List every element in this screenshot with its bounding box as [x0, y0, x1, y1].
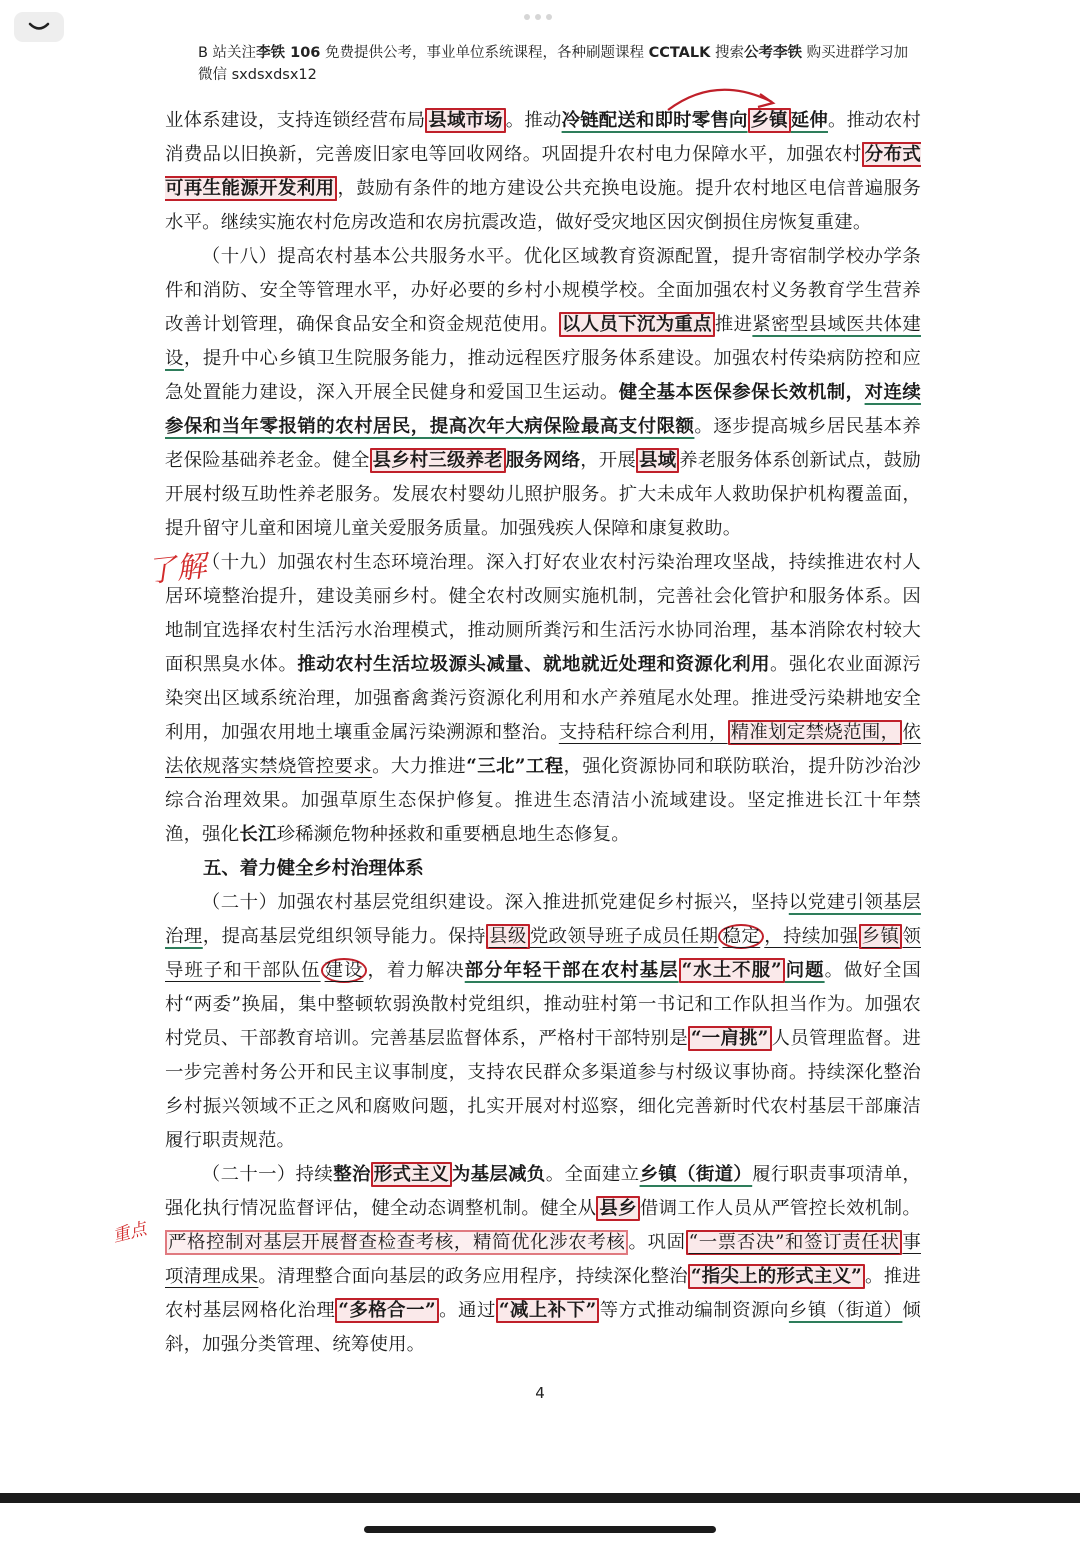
paragraph-21-burden-reduction: （二十一）持续整治 形式主义 为基层减负。全面建立乡镇（街道）履行职责事项清单，强化执行情况监督评估，健全动态调整机制。健全从 县乡 借调工作人员从严管控长效机制。严格控制对基层开展督查检查考核，精简优化涉农考核 。巩固 “一票否决”和签订责任状 事项清理成果。清理整合面向基层的政务应用程序，持续深化整治 “指尖上的形式主义” 。推进农村基层网格化治理 “多格合一” 。通过 “减上补下” 等方式推动编制资源向乡镇（街道）倾斜，加强分类管理、统筹使用。 — [165, 1164, 921, 1355]
highlight-box: 以人员下沉为重点 — [559, 312, 715, 337]
section-heading-governance: 五、着力健全乡村治理体系 — [203, 858, 424, 879]
paragraph-19-ecology: （十九）加强农村生态环境治理。深入打好农业农村污染治理攻坚战，持续推进农村人居环境整治提升，建设美丽乡村。健全农村改厕实施机制，完善社会化管护和服务体系。因地制宜选择农村生活污水治理模式，推动厕所粪污和生活污水协同治理，基本消除农村较大面积黑臭水体。推动农村生活垃圾源头减量、就地就近处理和资源化利用。强化农业面源污染突出区域系统治理，加强畜禽粪污资源化利用和水产养殖尾水处理。推进受污染耕地安全利用，加强农用地土壤重金属污染溯源和整治。支持秸秆综合利用， 精准划定禁烧范围， 依法依规落实禁烧管控要求。大力推进“三北”工程，强化资源协同和联防联治，提升防沙治沙综合治理效果。加强草原生态保护修复。推进生态清洁小流域建设。坚定推进长江十年禁渔，强化长江珍稀濒危物种拯救和重要栖息地生态修复。 — [165, 552, 921, 845]
highlight-box: “指尖上的形式主义” — [688, 1264, 865, 1289]
highlight-circle: 建设 — [321, 958, 368, 983]
highlight-box: 精准划定禁烧范围， — [728, 720, 903, 745]
highlight-box: “一票否决”和签订责任状 — [686, 1230, 903, 1255]
home-indicator[interactable] — [364, 1526, 716, 1533]
highlight-box: 县域 — [636, 448, 679, 473]
highlight-circle: 稳定 — [718, 924, 764, 949]
header-note: B 站关注李铁 106 免费提供公考，事业单位系统课程，各种刷题课程 CCTALK 搜索公考李铁 购买进群学习加微信 sxdsxdsx12 — [198, 45, 909, 83]
highlight-box: 县级 — [486, 924, 530, 949]
highlight-box: 乡镇 — [859, 924, 903, 949]
highlight-box: 县乡 — [596, 1196, 640, 1221]
page-edge-divider — [0, 1493, 1080, 1503]
page-number: 4 — [535, 1384, 545, 1402]
highlight-box: 形式主义 — [371, 1162, 452, 1187]
paragraph-rural-commerce: 业体系建设，支持连锁经营布局 县域市场 。推动冷链配送和即时零售向 乡镇 延伸。推动农村消费品以旧换新，完善废旧家电等回收网络。巩固提升农村电力保障水平，加强农村 分布式可再生能源开发利用 ，鼓励有条件的地方建设公共充换电设施。提升农村地区电信普遍服务水平。继续实施农村危房改造和农房抗震改造，做好受灾地区因灾倒损住房恢复重建。 — [165, 110, 921, 233]
paragraph-18-public-services: （十八）提高农村基本公共服务水平。优化区域教育资源配置，提升寄宿制学校办学条件和消防、安全等管理水平，办好必要的乡村小规模学校。全面加强农村义务教育学生营养改善计划管理，确保食品安全和资金规范使用。 以人员下沉为重点 推进紧密型县域医共体建设，提升中心乡镇卫生院服务能力，推动远程医疗服务体系建设。加强农村传染病防控和应急处置能力建设，深入开展全民健身和爱国卫生运动。健全基本医保参保长效机制，对连续参保和当年零报销的农村居民，提高次年大病保险最高支付限额。逐步提高城乡居民基本养老保险基础养老金。健全 县乡村三级养老 服务网络，开展 县域 养老服务体系创新试点，鼓励开展村级互助性养老服务。发展农村婴幼儿照护服务。扩大未成年人救助保护机构覆盖面，提升留守儿童和困境儿童关爱服务质量。加强残疾人保障和康复救助。 — [165, 246, 921, 539]
highlight-box: “多格合一” — [335, 1298, 439, 1323]
highlight-box: “水土不服” — [679, 958, 785, 983]
highlight-box-light: 严格控制对基层开展督查检查考核，精简优化涉农考核 — [165, 1230, 628, 1255]
highlight-box: 县乡村三级养老 — [370, 448, 506, 473]
highlight-box: “一肩挑” — [688, 1026, 772, 1051]
highlight-box: 县域市场 — [425, 108, 505, 133]
bottom-bar — [0, 1493, 1080, 1546]
highlight-box: 乡镇 — [748, 108, 791, 133]
handwritten-note-zhongdian: 重点 — [110, 1219, 149, 1247]
handwritten-note-liaojie: 了解 — [144, 548, 209, 591]
highlight-box: “减上补下” — [496, 1298, 600, 1323]
document-body — [165, 104, 921, 1362]
page-indicator-dots — [524, 14, 552, 20]
highlight-box: 分布式可再生能源开发利用 — [165, 144, 921, 199]
paragraph-20-party-building: （二十）加强农村基层党组织建设。深入推进抓党建促乡村振兴，坚持以党建引领基层治理，提高基层党组织领导能力。保持 县级 党政领导班子成员任期 稳定 ，持续加强 乡镇 领导班子和干部队伍 建设 ，着力解决部分年轻干部在农村基层 “水土不服” 问题。做好全国村“两委”换届，集中整顿软弱涣散村党组织，推动驻村第一书记和工作队担当作为。加强农村党员、干部教育培训。完善基层监督体系，严格村干部特别是 “一肩挑” 人员管理监督。进一步完善村务公开和民主议事制度，支持农民群众多渠道参与村级议事协商。持续深化整治乡村振兴领域不正之风和腐败问题，扎实开展对村巡察，细化完善新时代农村基层干部廉洁履行职责规范。 — [165, 892, 921, 1151]
collapse-button[interactable] — [14, 12, 64, 42]
chevron-down-icon — [28, 21, 50, 33]
